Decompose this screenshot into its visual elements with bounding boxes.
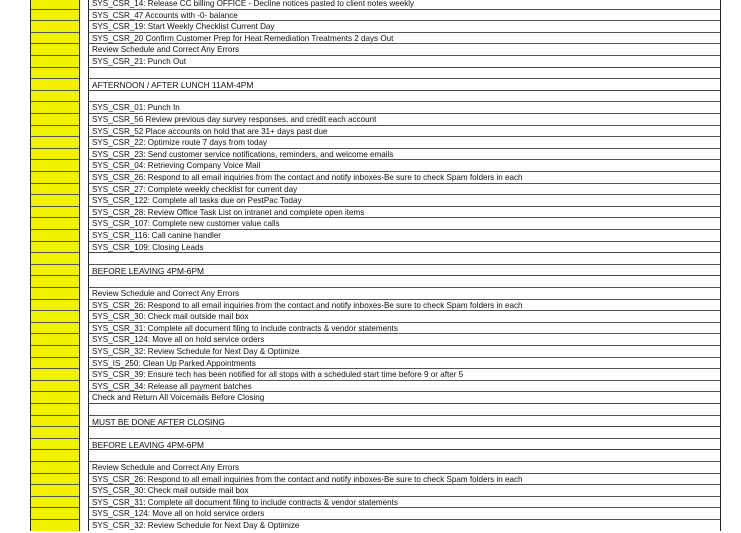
task-cell <box>88 78 721 90</box>
status-cell[interactable] <box>30 310 80 322</box>
task-label: SYS_CSR_26: Respond to all email inquiries from the contact and notify inboxes-Be sure to check Spam folders in each <box>92 474 523 484</box>
status-cell[interactable] <box>30 322 80 334</box>
status-cell[interactable] <box>30 391 80 403</box>
status-cell[interactable] <box>30 507 80 519</box>
spacer-row <box>0 90 741 102</box>
task-cell <box>88 217 721 229</box>
section-title: BEFORE LEAVING 4PM-6PM <box>92 265 205 276</box>
status-cell[interactable] <box>30 473 80 485</box>
task-row <box>0 148 741 160</box>
section-header-row <box>0 438 741 450</box>
task-label: SYS_IS_250: Clean Up Parked Appointments <box>92 358 256 368</box>
task-cell <box>88 171 721 183</box>
task-row <box>0 496 741 508</box>
task-label: SYS_CSR_19: Start Weekly Checklist Current Day <box>92 22 275 32</box>
task-label: Review Schedule and Correct Any Errors <box>92 45 240 55</box>
task-cell <box>88 484 721 496</box>
status-cell[interactable] <box>30 206 80 218</box>
task-label: SYS_CSR_26: Respond to all email inquiries from the contact and notify inboxes-Be sure to check Spam folders in each <box>92 300 523 310</box>
task-row <box>0 507 741 519</box>
task-label: SYS_CSR_109: Closing Leads <box>92 242 204 252</box>
task-row <box>0 194 741 206</box>
task-cell <box>88 403 721 415</box>
spacer-row <box>0 67 741 79</box>
task-cell <box>88 496 721 508</box>
status-cell[interactable] <box>30 438 80 450</box>
task-cell <box>88 519 721 531</box>
status-cell[interactable] <box>30 113 80 125</box>
task-row <box>0 43 741 55</box>
task-row <box>0 229 741 241</box>
task-row <box>0 183 741 195</box>
status-cell[interactable] <box>30 125 80 137</box>
status-cell[interactable] <box>30 67 80 79</box>
task-label: SYS_CSR_30: Check mail outside mail box <box>92 486 249 496</box>
status-cell[interactable] <box>30 78 80 90</box>
task-row <box>0 217 741 229</box>
task-cell <box>88 357 721 369</box>
task-label: SYS_CSR_124: Move all on hold service orders <box>92 335 265 345</box>
status-cell[interactable] <box>30 368 80 380</box>
task-label: SYS_CSR_39: Ensure tech has been notified for all stops with a scheduled start time before 9 or after 5 <box>92 370 464 380</box>
task-cell <box>88 415 721 427</box>
task-cell <box>88 310 721 322</box>
task-cell <box>88 194 721 206</box>
task-label: SYS_CSR_21: Punch Out <box>92 57 187 66</box>
task-row <box>0 461 741 473</box>
task-cell <box>88 461 721 473</box>
task-cell <box>88 159 721 171</box>
task-cell <box>88 183 721 195</box>
task-cell <box>88 391 721 403</box>
task-cell <box>88 264 721 276</box>
task-cell <box>88 380 721 392</box>
task-label: SYS_CSR_26: Respond to all email inquiries from the contact and notify inboxes-Be sure to check Spam folders in each <box>92 173 523 182</box>
task-row <box>0 333 741 345</box>
task-row <box>0 159 741 171</box>
task-label: SYS_CSR_122: Complete all tasks due on PestPac Today <box>92 196 302 206</box>
task-cell <box>88 9 721 21</box>
status-cell[interactable] <box>30 461 80 473</box>
status-cell[interactable] <box>30 484 80 496</box>
task-row <box>0 484 741 496</box>
task-cell <box>88 275 721 287</box>
status-cell[interactable] <box>30 275 80 287</box>
status-cell[interactable] <box>30 519 80 531</box>
task-label: SYS_CSR_32: Review Schedule for Next Day & Optimize <box>92 521 300 530</box>
status-cell[interactable] <box>30 194 80 206</box>
task-label: SYS_CSR_31: Complete all document filing to include contracts & vendor statements <box>92 323 398 333</box>
status-cell[interactable] <box>30 101 80 113</box>
status-cell[interactable] <box>30 159 80 171</box>
task-label: SYS_CSR_34: Release all payment batches <box>92 381 252 391</box>
task-label: Review Schedule and Correct Any Errors <box>92 463 240 472</box>
section-title: MUST BE DONE AFTER CLOSING <box>92 416 225 427</box>
task-cell <box>88 333 721 345</box>
task-row <box>0 9 741 21</box>
section-title: BEFORE LEAVING 4PM-6PM <box>92 439 205 450</box>
task-row <box>0 391 741 403</box>
task-row <box>0 299 741 311</box>
task-row <box>0 20 741 32</box>
task-label: SYS_CSR_47 Accounts with -0- balance <box>92 10 238 20</box>
task-row <box>0 171 741 183</box>
status-cell[interactable] <box>30 264 80 276</box>
status-cell[interactable] <box>30 426 80 438</box>
task-cell <box>88 136 721 148</box>
status-cell[interactable] <box>30 9 80 21</box>
task-row <box>0 125 741 137</box>
task-label: SYS_CSR_52 Place accounts on hold that are 31+ days past due <box>92 126 328 136</box>
task-row <box>0 519 741 531</box>
task-cell <box>88 55 721 67</box>
spacer-row <box>0 275 741 287</box>
task-cell <box>88 20 721 32</box>
task-cell <box>88 148 721 160</box>
task-cell <box>88 426 721 438</box>
task-row <box>0 113 741 125</box>
task-cell <box>88 0 721 9</box>
status-cell[interactable] <box>30 333 80 345</box>
task-cell <box>88 241 721 253</box>
task-label: SYS_CSR_30: Check mail outside mail box <box>92 312 249 322</box>
task-cell <box>88 368 721 380</box>
task-label: SYS_CSR_32: Review Schedule for Next Day & Optimize <box>92 347 300 356</box>
status-cell[interactable] <box>30 403 80 415</box>
status-cell[interactable] <box>30 357 80 369</box>
task-row <box>0 322 741 334</box>
task-row <box>0 368 741 380</box>
status-cell[interactable] <box>30 32 80 44</box>
status-cell[interactable] <box>30 0 80 9</box>
status-cell[interactable] <box>30 90 80 102</box>
status-cell[interactable] <box>30 415 80 427</box>
task-cell <box>88 438 721 450</box>
task-row <box>0 473 741 485</box>
task-cell <box>88 473 721 485</box>
spacer-row <box>0 449 741 461</box>
task-row <box>0 32 741 44</box>
status-cell[interactable] <box>30 171 80 183</box>
task-row <box>0 345 741 357</box>
task-label: SYS_CSR_14: Release CC billing OFFICE - Decline notices pasted to client notes weekly <box>92 0 415 8</box>
spacer-row <box>0 426 741 438</box>
section-header-row <box>0 415 741 427</box>
status-cell[interactable] <box>30 287 80 299</box>
task-cell <box>88 206 721 218</box>
status-cell[interactable] <box>30 449 80 461</box>
task-cell <box>88 90 721 102</box>
spacer-row <box>0 403 741 415</box>
status-cell[interactable] <box>30 183 80 195</box>
section-title: AFTERNOON / AFTER LUNCH 11AM-4PM <box>92 80 254 91</box>
task-label: SYS_CSR_56 Review previous day survey responses, and credit each account <box>92 115 377 124</box>
task-row <box>0 287 741 299</box>
status-cell[interactable] <box>30 148 80 160</box>
spacer-row <box>0 252 741 264</box>
status-cell[interactable] <box>30 345 80 357</box>
status-cell[interactable] <box>30 229 80 241</box>
task-label: SYS_CSR_124: Move all on hold service orders <box>92 509 265 519</box>
task-label: SYS_CSR_01: Punch In <box>92 103 180 113</box>
status-cell[interactable] <box>30 136 80 148</box>
task-row <box>0 380 741 392</box>
status-cell[interactable] <box>30 252 80 264</box>
task-cell <box>88 43 721 55</box>
task-label: SYS_CSR_23: Send customer service notifications, reminders, and welcome emails <box>92 149 394 159</box>
task-cell <box>88 449 721 461</box>
task-cell <box>88 32 721 44</box>
task-cell <box>88 67 721 79</box>
task-label: SYS_CSR_31: Complete all document filing to include contracts & vendor statements <box>92 497 398 507</box>
task-cell <box>88 507 721 519</box>
task-cell <box>88 252 721 264</box>
status-cell[interactable] <box>30 241 80 253</box>
status-cell[interactable] <box>30 496 80 508</box>
status-cell[interactable] <box>30 217 80 229</box>
task-row <box>0 241 741 253</box>
task-row <box>0 206 741 218</box>
task-label: SYS_CSR_27: Complete weekly checklist for current day <box>92 184 298 194</box>
task-cell <box>88 322 721 334</box>
section-header-row <box>0 264 741 276</box>
status-cell[interactable] <box>30 20 80 32</box>
task-cell <box>88 113 721 125</box>
task-cell <box>88 229 721 241</box>
task-cell <box>88 287 721 299</box>
task-row <box>0 136 741 148</box>
status-cell[interactable] <box>30 43 80 55</box>
status-cell[interactable] <box>30 380 80 392</box>
task-cell <box>88 299 721 311</box>
task-row <box>0 357 741 369</box>
status-cell[interactable] <box>30 55 80 67</box>
task-row <box>0 55 741 67</box>
task-label: SYS_CSR_28: Review Office Task List on intranet and complete open items <box>92 207 365 217</box>
task-label: SYS_CSR_04: Retrieving Company Voice Mail <box>92 161 261 171</box>
section-header-row <box>0 78 741 90</box>
task-cell <box>88 101 721 113</box>
status-cell[interactable] <box>30 299 80 311</box>
task-row <box>0 310 741 322</box>
task-label: SYS_CSR_116: Call canine handler <box>92 231 221 240</box>
task-cell <box>88 125 721 137</box>
task-label: SYS_CSR_20 Confirm Customer Prep for Heat Remediation Treatments 2 days Out <box>92 33 394 43</box>
task-label: SYS_CSR_22: Optimize route 7 days from today <box>92 138 267 148</box>
task-cell <box>88 345 721 357</box>
task-label: SYS_CSR_107: Complete new customer value calls <box>92 219 280 229</box>
task-row <box>0 0 741 9</box>
task-row <box>0 101 741 113</box>
task-label: Review Schedule and Correct Any Errors <box>92 289 240 298</box>
task-label: Check and Return All Voicemails Before Closing <box>92 393 265 403</box>
